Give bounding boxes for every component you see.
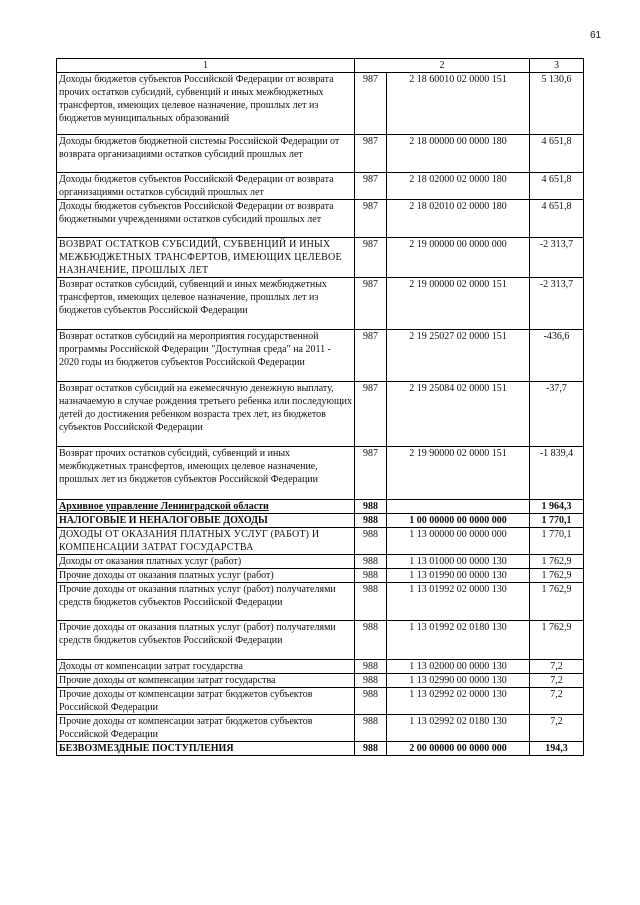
- header-col-3: 3: [530, 59, 584, 73]
- row-budget-code: 2 00 00000 00 0000 000: [387, 742, 530, 756]
- row-description-text: Прочие доходы от оказания платных услуг (работ) получателями средств бюджетов субъектов Российской Федерации: [59, 584, 336, 608]
- row-budget-code: 2 18 02010 02 0000 180: [387, 200, 530, 238]
- header-col-2: 2: [355, 59, 530, 73]
- table-row: [57, 238, 584, 278]
- row-description-text: Возврат остатков субсидий, субвенций и иных межбюджетных трансфертов, имеющих целевое назначение, прошлых лет из бюджетов субъектов Российской Федерации: [59, 279, 327, 316]
- row-amount: -2 313,7: [530, 278, 584, 330]
- row-amount: 1 762,9: [530, 621, 584, 660]
- row-admin-code: 988: [355, 621, 387, 660]
- row-budget-code: 1 13 01992 02 0180 130: [387, 621, 530, 660]
- row-description-text: Возврат остатков субсидий на ежемесячную денежную выплату, назначаемую в случае рождения третьего ребенка или последующих детей до достижения ребенком возраста трех лет, из бюджетов субъектов Российской Федерации: [59, 383, 353, 433]
- row-admin-code: 988: [355, 555, 387, 569]
- row-admin-code: 988: [355, 674, 387, 688]
- row-budget-code: 1 13 02992 02 0000 130: [387, 688, 530, 715]
- row-amount: 4 651,8: [530, 135, 584, 173]
- row-description-text: БЕЗВОЗМЕЗДНЫЕ ПОСТУПЛЕНИЯ: [59, 743, 234, 754]
- row-description: [57, 447, 355, 500]
- row-description-text: Доходы бюджетов бюджетной системы Российской Федерации от возврата организациями остатков субсидий прошлых лет: [59, 136, 340, 160]
- row-description-text: Доходы бюджетов субъектов Российской Федерации от возврата прочих остатков субсидий, субвенций и иных межбюджетных трансфертов, имеющих целевое назначение, прошлых лет из бюджетов муниципальных образований: [59, 74, 334, 124]
- row-budget-code: 2 19 25027 02 0000 151: [387, 330, 530, 382]
- table-row: [57, 674, 584, 688]
- table-row: [57, 514, 584, 528]
- row-description-text: Доходы бюджетов субъектов Российской Федерации от возврата организациями остатков субсидий прошлых лет: [59, 174, 334, 198]
- row-admin-code: 987: [355, 330, 387, 382]
- row-description: [57, 200, 355, 238]
- row-amount: 4 651,8: [530, 173, 584, 200]
- row-amount: -37,7: [530, 382, 584, 447]
- row-description: [57, 382, 355, 447]
- row-amount: 7,2: [530, 715, 584, 742]
- row-description-text: Прочие доходы от компенсации затрат бюджетов субъектов Российской Федерации: [59, 716, 313, 740]
- row-description-text: Прочие доходы от оказания платных услуг (работ): [59, 570, 274, 581]
- row-budget-code: [387, 500, 530, 514]
- row-budget-code: 2 19 00000 00 0000 000: [387, 238, 530, 278]
- row-description: [57, 500, 355, 514]
- row-description-text: Доходы от оказания платных услуг (работ): [59, 556, 242, 567]
- revenue-table: [56, 58, 584, 756]
- row-budget-code: 1 13 01990 00 0000 130: [387, 569, 530, 583]
- row-amount: 1 762,9: [530, 555, 584, 569]
- table-row: [57, 715, 584, 742]
- row-description: [57, 660, 355, 674]
- row-description-text: Прочие доходы от компенсации затрат государства: [59, 675, 276, 686]
- row-admin-code: 988: [355, 569, 387, 583]
- row-description: [57, 742, 355, 756]
- table-row: [57, 200, 584, 238]
- row-description: [57, 688, 355, 715]
- row-admin-code: 987: [355, 447, 387, 500]
- row-description: [57, 621, 355, 660]
- table-row: [57, 382, 584, 447]
- row-amount: 1 964,3: [530, 500, 584, 514]
- row-description-text: Возврат прочих остатков субсидий, субвенций и иных межбюджетных трансфертов, имеющих целевое назначение, прошлых лет из бюджетов субъектов Российской Федерации: [59, 448, 318, 485]
- row-amount: 7,2: [530, 674, 584, 688]
- row-admin-code: 987: [355, 238, 387, 278]
- row-description-text: ДОХОДЫ ОТ ОКАЗАНИЯ ПЛАТНЫХ УСЛУГ (РАБОТ) И КОМПЕНСАЦИИ ЗАТРАТ ГОСУДАРСТВА: [59, 529, 320, 553]
- row-budget-code: 2 18 00000 00 0000 180: [387, 135, 530, 173]
- row-amount: -1 839,4: [530, 447, 584, 500]
- table-row: [57, 278, 584, 330]
- row-amount: 7,2: [530, 688, 584, 715]
- row-budget-code: 1 13 01000 00 0000 130: [387, 555, 530, 569]
- row-amount: -2 313,7: [530, 238, 584, 278]
- row-description-text: НАЛОГОВЫЕ И НЕНАЛОГОВЫЕ ДОХОДЫ: [59, 515, 268, 526]
- row-amount: 194,3: [530, 742, 584, 756]
- row-description: [57, 514, 355, 528]
- row-budget-code: 2 19 00000 02 0000 151: [387, 278, 530, 330]
- table-header: [57, 59, 584, 73]
- row-description: [57, 528, 355, 555]
- table-body: [57, 73, 584, 756]
- row-description: [57, 278, 355, 330]
- row-admin-code: 988: [355, 742, 387, 756]
- row-amount: 4 651,8: [530, 200, 584, 238]
- table-row: [57, 73, 584, 135]
- row-amount: 5 130,6: [530, 73, 584, 135]
- row-budget-code: 2 19 90000 02 0000 151: [387, 447, 530, 500]
- table-row: [57, 688, 584, 715]
- row-budget-code: 1 00 00000 00 0000 000: [387, 514, 530, 528]
- table-row: [57, 447, 584, 500]
- row-amount: 1 762,9: [530, 583, 584, 621]
- table-row: [57, 528, 584, 555]
- row-amount: 1 770,1: [530, 514, 584, 528]
- row-admin-code: 987: [355, 135, 387, 173]
- row-admin-code: 988: [355, 715, 387, 742]
- table-row: [57, 569, 584, 583]
- table-row: [57, 742, 584, 756]
- row-description-text: Прочие доходы от компенсации затрат бюджетов субъектов Российской Федерации: [59, 689, 313, 713]
- row-budget-code: 1 13 00000 00 0000 000: [387, 528, 530, 555]
- row-admin-code: 988: [355, 500, 387, 514]
- row-admin-code: 987: [355, 173, 387, 200]
- row-amount: 1 770,1: [530, 528, 584, 555]
- row-admin-code: 987: [355, 278, 387, 330]
- row-description: [57, 715, 355, 742]
- header-col-1: 1: [57, 59, 355, 73]
- table-row: [57, 621, 584, 660]
- row-amount: 7,2: [530, 660, 584, 674]
- row-description: [57, 583, 355, 621]
- row-description: [57, 674, 355, 688]
- row-budget-code: 2 18 60010 02 0000 151: [387, 73, 530, 135]
- row-admin-code: 988: [355, 688, 387, 715]
- row-description-text: Возврат остатков субсидий на мероприятия государственной программы Российской Федерации "Доступная среда" на 2011 - 2020 годы из бюджетов субъектов Российской Федерации: [59, 331, 331, 368]
- table-row: [57, 660, 584, 674]
- row-description: [57, 238, 355, 278]
- row-amount: -436,6: [530, 330, 584, 382]
- row-description-text: Прочие доходы от оказания платных услуг (работ) получателями средств бюджетов субъектов Российской Федерации: [59, 622, 336, 646]
- row-budget-code: 1 13 02992 02 0180 130: [387, 715, 530, 742]
- table-row: [57, 500, 584, 514]
- row-budget-code: 1 13 02990 00 0000 130: [387, 674, 530, 688]
- row-budget-code: 2 19 25084 02 0000 151: [387, 382, 530, 447]
- row-budget-code: 1 13 01992 02 0000 130: [387, 583, 530, 621]
- row-amount: 1 762,9: [530, 569, 584, 583]
- row-description-text: ВОЗВРАТ ОСТАТКОВ СУБСИДИЙ, СУБВЕНЦИЙ И ИНЫХ МЕЖБЮДЖЕТНЫХ ТРАНСФЕРТОВ, ИМЕЮЩИХ ЦЕЛЕВОЕ НАЗНАЧЕНИЕ, ПРОШЛЫХ ЛЕТ: [59, 239, 342, 276]
- row-description: [57, 330, 355, 382]
- row-admin-code: 988: [355, 583, 387, 621]
- row-admin-code: 988: [355, 528, 387, 555]
- table-row: [57, 135, 584, 173]
- row-admin-code: 987: [355, 382, 387, 447]
- table-row: [57, 173, 584, 200]
- row-budget-code: 1 13 02000 00 0000 130: [387, 660, 530, 674]
- row-description: [57, 73, 355, 135]
- row-description-text: Доходы бюджетов субъектов Российской Федерации от возврата бюджетными учреждениями остатков субсидий прошлых лет: [59, 201, 334, 225]
- row-admin-code: 988: [355, 514, 387, 528]
- row-budget-code: 2 18 02000 02 0000 180: [387, 173, 530, 200]
- row-description: [57, 135, 355, 173]
- row-admin-code: 988: [355, 660, 387, 674]
- row-description: [57, 569, 355, 583]
- table-row: [57, 555, 584, 569]
- page-number: 61: [590, 30, 602, 41]
- row-admin-code: 987: [355, 73, 387, 135]
- row-description: [57, 173, 355, 200]
- row-description-text: Доходы от компенсации затрат государства: [59, 661, 243, 672]
- table-row: [57, 583, 584, 621]
- row-description-text: Архивное управление Ленинградской области: [59, 501, 269, 512]
- row-admin-code: 987: [355, 200, 387, 238]
- table-row: [57, 330, 584, 382]
- row-description: [57, 555, 355, 569]
